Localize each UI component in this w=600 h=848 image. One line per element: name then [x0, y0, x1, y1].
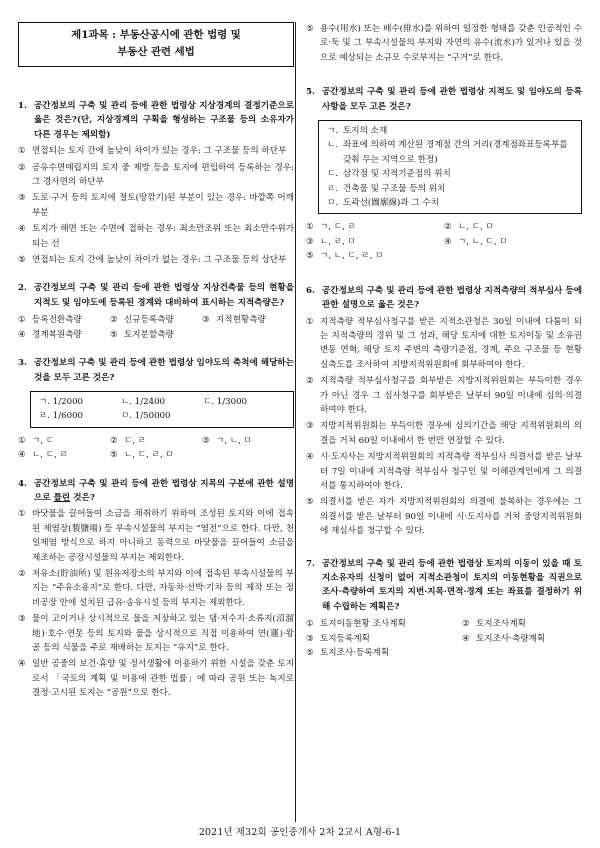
answer-grid — [18, 313, 294, 342]
answer-option[interactable]: ② ㄴ, ㄷ, ㅁ — [444, 222, 494, 233]
answer-option[interactable]: ③ 지적현황측량 — [202, 315, 266, 326]
choice-item: ㄹ. 1/6000 — [39, 411, 84, 422]
answer-option[interactable]: ④ 일반 공중의 보건·휴양 및 정서생활에 이용하기 위한 시설을 갖춘 토지로서 「국토의 계획 및 이용에 관한 법률」에 따라 공원 또는 녹지로 결정·고시된 토지는 “공원”으로 한다. — [18, 659, 294, 699]
answer-option[interactable]: ② 공유수면매립지의 토지 중 제방 등을 토지에 편입하여 등록하는 경우: 그 경사면의 하단부 — [18, 162, 294, 188]
question-text-tail: 것은? — [70, 492, 95, 503]
choice-item: ㅁ. 1/50000 — [121, 411, 171, 422]
answer-option[interactable]: ⑤ 토지분할측량 — [110, 329, 174, 340]
question-6 — [306, 284, 582, 539]
question-number: 3. — [18, 358, 27, 369]
answer-option[interactable]: ① ㄱ, ㄷ — [18, 435, 55, 446]
subject-title-box — [18, 22, 294, 67]
choice-item: ㅁ. 도곽선(圖廓線)과 그 수치 — [327, 198, 440, 209]
answer-option[interactable]: ④ 토지조사·측량계획 — [462, 633, 546, 644]
question-text: 공간정보의 구축 및 관리 등에 관한 법령상 임야도의 축척에 해당하는 것을 모두 고른 것은? — [34, 358, 294, 383]
answer-option[interactable]: ⑤ 의결서를 받은 자가 지방지적위원회의 의결에 불복하는 경우에는 그 의결서를 받은 날부터 90일 이내에 시·도지사를 거쳐 중앙지적위원회에 재심사를 청구할 수 있다. — [306, 497, 582, 537]
choice-item: ㄹ. 건축물 및 구조물 등의 위치 — [327, 183, 446, 194]
answer-option[interactable]: ③ ㄱ, ㄴ, ㅁ — [202, 435, 252, 446]
answer-option[interactable]: ① 연접되는 토지 간에 높낮이 차이가 있는 경우: 그 구조물 등의 하단부 — [18, 146, 287, 157]
right-column — [306, 22, 582, 674]
question-4-continued — [306, 22, 582, 65]
answer-option[interactable]: ③ 도로·구거 등의 토지에 절토(땅깎기)된 부분이 있는 경우: 바깥쪽 어깨부분 — [18, 193, 294, 218]
question-7 — [306, 557, 582, 661]
answer-option[interactable]: ② ㄷ, ㄹ — [110, 435, 147, 446]
answer-option[interactable]: ② 저유소(貯油所) 및 원유저장소의 부지와 이에 접속된 부속시설물의 부지는 “주유소용지”로 한다. 다만, 자동차·선박·기차 등의 제작 또는 정비공장 안에 설치된 급유·송유시설 등의 부지는 제외한다. — [18, 568, 294, 608]
answer-option[interactable]: ② 토지조사계획 — [462, 619, 526, 630]
question-text: 공간정보의 구축 및 관리 등에 관한 법령상 지목의 구분에 관한 설명으로 — [34, 478, 294, 503]
answer-option[interactable]: ④ 경계복원측량 — [18, 329, 82, 340]
choice-item: ㄷ. 삼각점 및 지적기준점의 위치 — [327, 169, 451, 180]
left-column — [18, 22, 294, 715]
choice-box — [318, 120, 582, 214]
question-text: 공간정보의 구축 및 관리 등에 관한 법령상 지적측량의 적부심사 등에 관한 설명으로 옳은 것은? — [322, 285, 582, 311]
question-text: 공간정보의 구축 및 관리 등에 관한 법령상 지상건축물 등의 현황을 지적도 및 임야도에 등록된 경계와 대비하여 표시하는 지적측량은? — [34, 283, 294, 308]
question-5 — [306, 85, 582, 263]
choice-item: ㄱ. 1/2000 — [39, 396, 84, 407]
answer-option[interactable]: ① 바닷물을 끌어들여 소금을 채취하기 위하여 조성된 토지와 이에 접속된 제염장(製鹽場) 등 부속시설물의 부지는 “염전”으로 한다. 다만, 천일제염 방식으로 하지 아니하고 동력으로 바닷물을 끌어들여 소금을 제조하는 공장시설물의 부지는 제외한다. — [18, 509, 294, 563]
question-number: 6. — [306, 285, 315, 296]
answer-option[interactable]: ⑤ 용수(用水) 또는 배수(排水)를 위하여 일정한 형태를 갖춘 인공적인 수로·둑 및 그 부속시설물의 부지와 자연의 유수(流水)가 있거나 있을 것으로 예상되는 소규모 수로부지는 “구거”로 한다. — [306, 24, 582, 63]
answer-option[interactable]: ④ ㄱ, ㄴ, ㄷ, ㅁ — [444, 236, 508, 247]
choice-box — [30, 391, 294, 428]
answer-option[interactable]: ④ 시·도지사는 지방지적위원회의 지적측량 적부심사 의결서를 받은 날부터 7일 이내에 지적측량 적부심사 청구인 및 이해관계인에게 그 의결서를 통지하여야 한다. — [306, 452, 582, 491]
answer-option[interactable]: ③ 지방지적위원회는 부득이한 경우에 심의기간을 해당 지적위원회의 의결을 거쳐 60일 이내에서 한 번만 연장할 수 있다. — [306, 421, 582, 446]
answer-option[interactable]: ① ㄱ, ㄷ, ㄹ — [306, 222, 356, 233]
answer-grid — [306, 220, 582, 263]
choice-item: ㄱ. 토지의 소재 — [327, 126, 388, 137]
answer-option[interactable]: ① 토지이동현황 조사계획 — [306, 619, 406, 630]
page-footer: 2021년 제32회 공인중개사 2차 2교시 A형-6-1 — [198, 827, 402, 838]
question-number: 2. — [18, 283, 27, 294]
question-number: 5. — [306, 87, 315, 98]
choice-item: ㄴ. 좌표에 의하여 계산된 경계점 간의 거리(경계점좌표등록부를 갖춰 두는 지역으로 한정) — [327, 140, 568, 165]
answer-option[interactable]: ③ ㄴ, ㄹ, ㅁ — [306, 236, 356, 247]
question-text: 공간정보의 구축 및 관리 등에 관한 법령상 지상경계의 결정기준으로 옳은 것은?(단, 지상경계의 구획을 형성하는 구조물 등의 소유자가 다른 경우는 제외함) — [34, 101, 294, 140]
answer-grid — [18, 434, 294, 463]
question-emphasis: 틀린 — [53, 492, 71, 503]
answer-option[interactable]: ② 지적측량 적부심사청구를 회부받은 지방지적위원회는 부득이한 경우가 아닌 경우 그 심사청구를 회부받은 날부터 90일 이내에 심의·의결하여야 한다. — [306, 376, 582, 415]
question-3 — [18, 356, 294, 462]
choice-item: ㄴ. 1/2400 — [121, 396, 166, 407]
answer-option[interactable]: ② 신규등록측량 — [110, 315, 174, 326]
question-number: 7. — [306, 558, 315, 569]
choice-item: ㄷ. 1/3000 — [203, 396, 248, 407]
question-text: 공간정보의 구축 및 관리 등에 관한 법령상 지적도 및 임야도의 등록사항을 모두 고른 것은? — [322, 87, 582, 112]
question-text: 공간정보의 구축 및 관리 등에 관한 법령상 토지의 이동이 있을 때 토지소유자의 신청이 없어 지적소관청이 토지의 이동현황을 직권으로 조사·측량하여 토지의 지번·지목·면적·경계 또는 좌표를 결정하기 위해 수립하는 계획은? — [322, 558, 582, 612]
question-number: 4. — [18, 478, 27, 489]
answer-option[interactable]: ① 지적측량 적부심사청구를 받은 지적소관청은 30일 이내에 다툼이 되는 지적측량의 경위 및 그 성과, 해당 토지에 대한 토지이동 및 소유권 변동 연혁, 해당 토지 주변의 측량기준점, 경계, 주요 구조물 등 현황 실측도를 조사하여 지방지적위원회에 회부하여야 한다. — [306, 316, 582, 370]
answer-option[interactable]: ③ 물이 고이거나 상시적으로 물을 저장하고 있는 댐·저수지·소류지(沼溜地)·호수·연못 등의 토지와 물을 상시적으로 직접 이용하여 연(蓮)·왕골 등의 식물을 주로 재배하는 토지는 “유지”로 한다. — [18, 614, 294, 653]
question-number: 1. — [18, 101, 27, 111]
answer-option[interactable]: ④ ㄴ, ㄷ, ㄹ — [18, 450, 68, 461]
subject-title-line1: 제1과목 : 부동산공시에 관한 법령 및 — [71, 29, 241, 41]
column-divider — [295, 22, 296, 822]
answer-option[interactable]: ⑤ ㄴ, ㄷ, ㄹ, ㅁ — [110, 450, 174, 461]
answer-option[interactable]: ④ 토지가 해면 또는 수면에 접하는 경우: 최소만조위 또는 최소만수위가 되는 선 — [18, 224, 294, 249]
answer-option[interactable]: ① 등록전환측량 — [18, 315, 82, 326]
answer-option[interactable]: ⑤ 연접되는 토지 간에 높낮이 차이가 없는 경우: 그 구조물 등의 상단부 — [18, 255, 287, 266]
question-2 — [18, 281, 294, 342]
question-4 — [18, 477, 294, 701]
answer-grid — [306, 617, 582, 660]
answer-option[interactable]: ③ 토지등록계획 — [306, 633, 370, 644]
answer-option[interactable]: ⑤ ㄱ, ㄴ, ㄷ, ㄹ, ㅁ — [306, 251, 384, 262]
subject-title-line2: 부동산 관련 세법 — [117, 46, 195, 58]
answer-option[interactable]: ⑤ 토지조사·등록계획 — [306, 648, 390, 659]
question-1 — [18, 99, 294, 267]
